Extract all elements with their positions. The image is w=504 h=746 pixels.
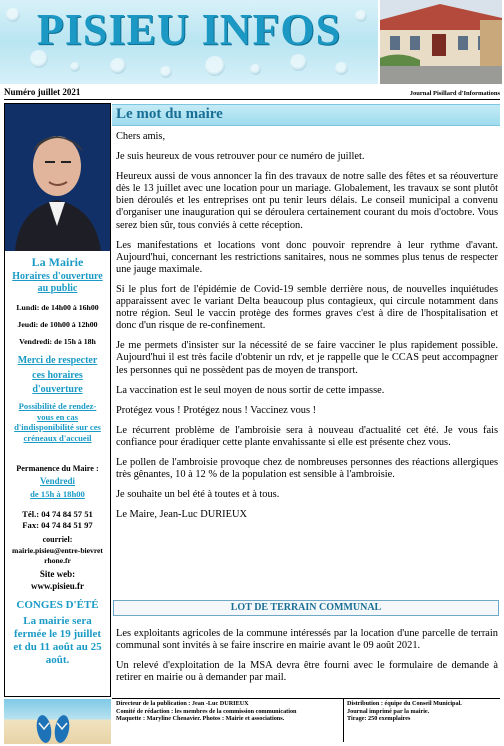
respect-hours-note: Merci de respecter ces horaires d'ouverture — [17, 355, 98, 395]
lot-paragraph: Un relevé d'exploitation de la MSA devra être fourni avec le formulaire de demande à retirer en mairie ou à demander par mail. — [116, 660, 498, 684]
article-paragraph: Heureux aussi de vous annoncer la fin des travaux de notre salle des fêtes et sa réouverture dès le 13 juillet avec une location pour un mariage. Globalement, les travaux se sont plutôt bien déroulés et les entreprises ont pu tenir leurs délais. Le conseil municipal a convenu d'organiser une inauguration qui se déroulera certainement courant du mois d'octobre. Vous serez bien sûr, tous conviés à cette réception. — [116, 171, 498, 231]
mairie-title: La Mairie — [31, 255, 84, 269]
email-label: courriel: — [42, 535, 73, 544]
credit-line: Comité de rédaction : les membres de la commission communication — [116, 707, 297, 715]
water-drop-decoration — [205, 56, 225, 76]
issue-label: Numéro juillet 2021 — [4, 87, 81, 97]
town-hall-illustration — [380, 0, 502, 84]
publication-credits — [116, 700, 342, 723]
article-paragraph: Je suis heureux de vous retrouver pour ce numéro de juillet. — [116, 151, 365, 163]
article-paragraph: Si le plus fort de l'épidémie de Covid-19 semble derrière nous, de nouvelles inquiétudes apparaissent avec le variant Delta beaucoup plus contagieux, qui circule notamment dans notre région. Seul le vaccin protège des formes graves c'est à dire de l'hospitalisation et donc d'un risque de re-confinement. — [116, 283, 498, 332]
water-drop-decoration — [160, 66, 172, 78]
hours-monday: Lundi: de 14h00 à 16h00 — [16, 303, 99, 312]
article-paragraph: Je souhaite un bel été à toutes et à tous. — [116, 489, 280, 501]
water-drop-decoration — [70, 62, 80, 72]
lot-paragraph: Les exploitants agricoles de la commune intéressés par la location d'une parcelle de terrain communal sont invités à se faire inscrire en mairie avant le 09 août 2021. — [116, 628, 498, 652]
lot-section-title: LOT DE TERRAIN COMMUNAL — [113, 600, 499, 616]
masthead — [0, 0, 378, 84]
distribution-credits — [347, 700, 499, 723]
hours-thursday: Jeudi: de 10h00 à 12h00 — [17, 320, 98, 329]
header-divider — [4, 99, 500, 100]
footer-divider — [112, 698, 500, 699]
email-address[interactable]: mairie.pisieu@entre-bievretrhone.fr — [12, 546, 103, 565]
section-title: Le mot du maire — [116, 106, 223, 122]
lot-article — [116, 628, 498, 692]
water-drop-decoration — [250, 64, 261, 75]
article-paragraph: Les manifestations et locations vont donc pouvoir reprendre à leur rythme d'avant. Aujourd'hui, concernant les restrictions sanitaires, nous ne sommes plus tenus de respecter une jauge maximale. — [116, 239, 498, 275]
town-hall-photo — [380, 0, 502, 84]
appointment-note: Possibilité de rendez-vous en cas d'indisponibilité sur ces créneaux d'accueil — [14, 401, 101, 443]
permanence-label: Permanence du Maire : — [16, 464, 99, 473]
hours-title: Horaires d'ouverture au public — [12, 271, 103, 294]
article-paragraph: Le récurrent problème de l'ambroisie sera à nouveau d'actualité cet été. Je vous fais confiance pour éradiquer cette plante envahissante si elle est présente chez vous. — [116, 424, 498, 448]
article-paragraph: La vaccination est le seul moyen de nous sortir de cette impasse. — [116, 384, 385, 396]
summer-closure-text: La mairie sera fermée le 19 juillet et du 11 août au 25 août. — [13, 615, 102, 666]
credit-line: Directeur de la publication : Jean -Luc DURIEUX — [116, 700, 249, 707]
mayor-article — [116, 131, 498, 529]
permanence-day: Vendredi — [39, 476, 75, 486]
mayor-photo — [5, 104, 110, 251]
credit-line: Tirage: 250 exemplaires — [347, 715, 411, 723]
footer-column-divider — [343, 699, 344, 742]
credit-line: Maquette : Maryline Chenavier. Photos : Mairie et associations. — [116, 715, 285, 723]
article-paragraph: Protégez vous ! Protégez nous ! Vaccinez vous ! — [116, 404, 317, 416]
website-link[interactable]: www.pisieu.fr — [30, 581, 84, 591]
permanence-time: de 15h à 18h00 — [30, 489, 85, 499]
credit-line: Journal imprimé par la mairie. — [347, 707, 430, 715]
mayor-portrait — [5, 104, 110, 251]
hours-friday: Vendredi: de 15h à 18h — [19, 337, 96, 346]
water-drop-decoration — [335, 62, 348, 75]
article-paragraph: Chers amis, — [116, 131, 166, 142]
article-paragraph: Je me permets d'insister sur la nécessité de se faire vacciner le plus rapidement possible. Aujourd'hui il est très facile d'obtenir un rdv, et je rappelle que le CCAS peut accompagner les personnes qui ne possèdent pas de moyen de transport. — [116, 340, 498, 376]
article-signature: Le Maire, Jean-Luc DURIEUX — [116, 509, 247, 521]
newsletter-title: PISIEU INFOS — [36, 5, 342, 54]
website-label: Site web: — [39, 569, 76, 579]
sandals-illustration — [4, 699, 111, 744]
fax-number: Fax: 04 74 84 51 97 — [22, 520, 93, 530]
summer-closure-title: CONGES D'ÉTÉ — [16, 599, 99, 611]
journal-name: Journal Pisillard d'Informations — [409, 90, 500, 97]
article-paragraph: Le pollen de l'ambroisie provoque chez de nombreuses personnes des réactions allergiques très gênantes, 10 à 12 % de la population est sensible à l'ambroisie. — [116, 456, 498, 481]
credit-line: Distribution : équipe du Conseil Municipal. — [347, 700, 462, 707]
phone-number: Tél.: 04 74 84 57 51 — [22, 509, 93, 519]
water-drop-decoration — [290, 54, 307, 71]
beach-sandals-photo — [4, 699, 111, 744]
water-drop-decoration — [110, 58, 126, 74]
sidebar — [4, 103, 111, 697]
mayor-word-heading — [112, 104, 500, 126]
